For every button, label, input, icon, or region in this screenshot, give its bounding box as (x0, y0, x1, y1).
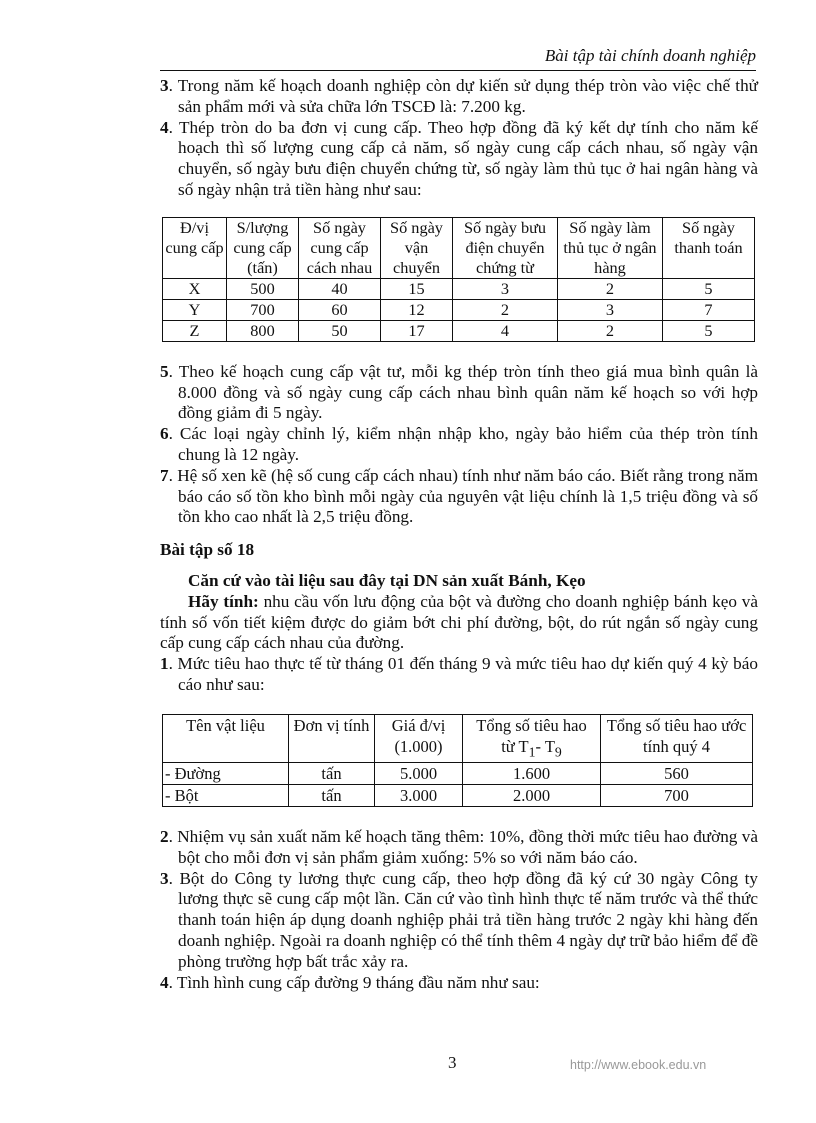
table-cell: 4 (453, 320, 558, 341)
item-text: . Tình hình cung cấp đường 9 tháng đầu năm như sau: (168, 972, 540, 992)
list-item (160, 424, 758, 466)
table-header-cell: Đơn vị tính (289, 714, 375, 762)
table-cell: 500 (227, 278, 299, 299)
item-number: 4 (160, 117, 169, 137)
table-cell: 700 (227, 299, 299, 320)
table-header-cell: Số ngày làm thủ tục ở ngân hàng (558, 217, 663, 278)
table-cell: 15 (381, 278, 453, 299)
table-cell: Z (163, 320, 227, 341)
table-header-row (163, 217, 755, 278)
item-number: 7 (160, 465, 169, 485)
consumption-table (162, 714, 753, 807)
item-number: 3 (160, 868, 169, 888)
table-cell: 12 (381, 299, 453, 320)
table-cell: - Đường (163, 763, 289, 785)
item-text: . Hệ số xen kẽ (hệ số cung cấp cách nhau) tính như năm báo cáo. Biết rằng trong năm báo cáo số tồn kho bình mỗi ngày của nguyên vật liệu chính là 1,5 triệu đồng và số tồn kho cao nhất là 2,5 triệu đồng. (168, 465, 758, 527)
table-cell: X (163, 278, 227, 299)
table-row (163, 299, 755, 320)
list-item (160, 118, 758, 201)
list-item (160, 362, 758, 424)
item-text: . Trong năm kế hoạch doanh nghiệp còn dự kiến sử dụng thép tròn vào việc chế thử sản phẩm mới và sửa chữa lớn TSCĐ là: 7.200 kg. (168, 76, 758, 116)
document-body (160, 76, 758, 993)
table-cell: 5 (663, 320, 755, 341)
table-header-cell: S/lượng cung cấp (tấn) (227, 217, 299, 278)
item-number: 3 (160, 76, 169, 95)
table-cell: 40 (299, 278, 381, 299)
item-text: . Thép tròn do ba đơn vị cung cấp. Theo hợp đồng đã ký kết dự tính cho năm kế hoạch thì số lượng cung cấp cả năm, số ngày cung cấp cách nhau, số ngày vận chuyển, số ngày bưu điện chuyển chứng từ, số ngày làm thủ tục ở hai ngân hàng và số ngày nhận trả tiền hàng như sau: (168, 117, 758, 199)
table-cell: 2 (453, 299, 558, 320)
table-header-cell: Số ngày bưu điện chuyển chứng từ (453, 217, 558, 278)
footer-url: http://www.ebook.edu.vn (570, 1058, 707, 1072)
page-header (160, 46, 756, 71)
table-cell: 700 (601, 785, 753, 807)
table-cell: 800 (227, 320, 299, 341)
exercise-intro: Căn cứ vào tài liệu sau đây tại DN sản xuất Bánh, Kẹo (188, 570, 586, 590)
list-item (160, 466, 758, 528)
header-subscript: 1 (528, 744, 536, 760)
header-text: - T (535, 736, 555, 756)
table-cell: 1.600 (463, 763, 601, 785)
table-header-cell: Tổng số tiêu hao ước tính quý 4 (601, 714, 753, 762)
item-number: 1 (160, 654, 169, 674)
item-number: 6 (160, 424, 169, 444)
table-cell: 3.000 (375, 785, 463, 807)
item-number: 5 (160, 361, 169, 381)
table-header-cell: Giá đ/vị (1.000) (375, 714, 463, 762)
item-number: 2 (160, 827, 169, 847)
table-cell: 60 (299, 299, 381, 320)
exercise-title: Bài tập số 18 (160, 540, 255, 560)
item-text: . Các loại ngày chỉnh lý, kiểm nhận nhập kho, ngày bảo hiểm của thép tròn tính chung là 12 ngày. (168, 424, 758, 464)
table-header-cell: Số ngày vận chuyển (381, 217, 453, 278)
table-cell: 17 (381, 320, 453, 341)
table-cell: 5 (663, 278, 755, 299)
table-row (163, 785, 753, 807)
table-cell: 2 (558, 278, 663, 299)
list-item (160, 654, 758, 696)
header-subscript: 9 (554, 744, 562, 760)
task-text: nhu cầu vốn lưu động của bột và đường cho doanh nghiệp bánh kẹo và tính số vốn tiết kiệm được do giảm bớt chi phí đường, bột, do rút ngắn số ngày cung cấp cung cấp cách nhau của đường. (160, 591, 758, 653)
task-label: Hãy tính: (188, 591, 259, 611)
table-header-cell: Đ/vị cung cấp (163, 217, 227, 278)
table-cell: - Bột (163, 785, 289, 807)
page-number: 3 (448, 1053, 457, 1072)
table-cell: tấn (289, 785, 375, 807)
list-item (160, 973, 758, 994)
table-header-row (163, 714, 753, 762)
table-header-cell (463, 714, 601, 762)
table-cell: Y (163, 299, 227, 320)
table-header-cell: Số ngày cung cấp cách nhau (299, 217, 381, 278)
supplier-table (162, 217, 755, 342)
table-row (163, 278, 755, 299)
table-cell: 2 (558, 320, 663, 341)
list-item (160, 827, 758, 869)
table-cell: tấn (289, 763, 375, 785)
header-text: từ T (501, 736, 529, 756)
table-cell: 2.000 (463, 785, 601, 807)
table-header-cell: Số ngày thanh toán (663, 217, 755, 278)
header-title: Bài tập tài chính doanh nghiệp (544, 46, 756, 65)
table-cell: 7 (663, 299, 755, 320)
table-cell: 5.000 (375, 763, 463, 785)
item-text: . Nhiệm vụ sản xuất năm kế hoạch tăng thêm: 10%, đồng thời mức tiêu hao đường và bột cho mỗi đơn vị sản phẩm giảm xuống: 5% so với năm báo cáo. (168, 827, 758, 867)
header-text: Tổng số tiêu hao (476, 715, 587, 735)
item-text: . Theo kế hoạch cung cấp vật tư, mỗi kg thép tròn tính theo giá mua bình quân là 8.000 đồng và số ngày cung cấp cách nhau bình quân năm kế hoạch so với hợp đồng giảm đi 5 ngày. (168, 361, 758, 423)
list-item (160, 76, 758, 118)
table-cell: 3 (453, 278, 558, 299)
table-cell: 50 (299, 320, 381, 341)
exercise-task (160, 592, 758, 654)
item-text: . Mức tiêu hao thực tế từ tháng 01 đến tháng 9 và mức tiêu hao dự kiến quý 4 kỳ báo cáo như sau: (168, 654, 758, 694)
list-item (160, 869, 758, 973)
table-header-cell: Tên vật liệu (163, 714, 289, 762)
table-cell: 560 (601, 763, 753, 785)
table-row (163, 320, 755, 341)
item-text: . Bột do Công ty lương thực cung cấp, theo hợp đồng đã ký cứ 30 ngày Công ty lương thực sẽ cung cấp một lần. Căn cứ vào tình hình thực tế năm trước và thể thức thanh toán hiện áp dụng doanh nghiệp phải trả tiền hàng trước 2 ngày khi hàng đến doanh nghiệp. Ngoài ra doanh nghiệp có thể tính thêm 4 ngày dự trữ bảo hiểm để đề phòng trường hợp bất trắc xảy ra. (168, 868, 758, 971)
table-cell: 3 (558, 299, 663, 320)
table-row (163, 763, 753, 785)
item-number: 4 (160, 972, 169, 992)
